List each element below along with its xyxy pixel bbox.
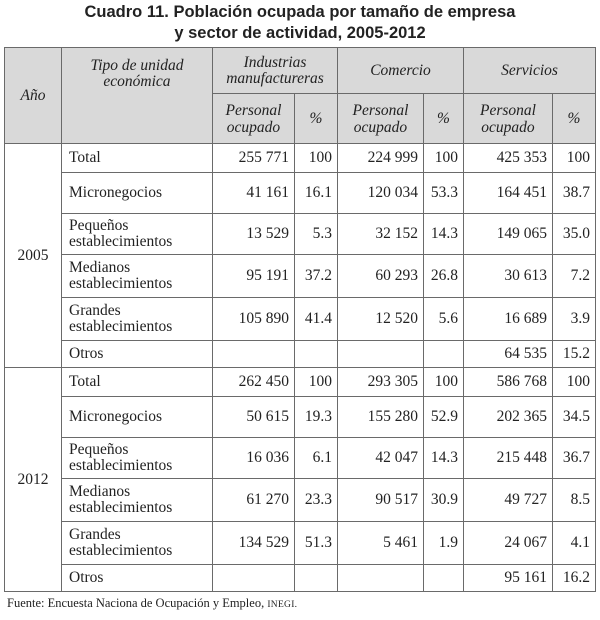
value-cell-ser-pct: 3.9 (553, 298, 596, 341)
value-cell-ser-pct: 7.2 (553, 255, 596, 298)
header-servicios: Servicios (464, 48, 596, 94)
value-cell-com-pct: 30.9 (424, 479, 464, 522)
value-cell-ind-p: 105 890 (213, 298, 295, 341)
value-cell-ser-pct: 8.5 (553, 479, 596, 522)
value-cell-com-pct (424, 565, 464, 592)
table-row (5, 341, 596, 368)
value-cell-com-p: 224 999 (338, 144, 424, 173)
value-cell-ind-pct: 51.3 (295, 522, 338, 565)
value-cell-ser-p: 164 451 (464, 173, 553, 214)
value-cell-ser-pct: 100 (553, 144, 596, 173)
value-cell-com-pct: 53.3 (424, 173, 464, 214)
value-cell-com-pct: 14.3 (424, 214, 464, 255)
table-row (5, 565, 596, 592)
value-cell-ind-pct: 6.1 (295, 438, 338, 479)
source-org: INEGI. (267, 600, 298, 610)
header-ser-personal: Personal ocupado (464, 94, 553, 144)
value-cell-com-p (338, 565, 424, 592)
value-cell-com-p: 293 305 (338, 368, 424, 397)
title-line-2: y sector de actividad, 2005-2012 (174, 24, 426, 42)
value-cell-com-p: 155 280 (338, 397, 424, 438)
value-cell-com-p: 120 034 (338, 173, 424, 214)
table-row (5, 298, 596, 341)
header-comercio: Comercio (338, 48, 464, 94)
value-cell-ind-p: 262 450 (213, 368, 295, 397)
value-cell-ind-pct: 100 (295, 144, 338, 173)
year-cell: 2005 (5, 144, 62, 368)
row-label: Otros (62, 341, 213, 368)
value-cell-ind-p: 50 615 (213, 397, 295, 438)
value-cell-ser-pct: 36.7 (553, 438, 596, 479)
value-cell-ser-p: 215 448 (464, 438, 553, 479)
value-cell-ser-p: 49 727 (464, 479, 553, 522)
value-cell-ind-p: 255 771 (213, 144, 295, 173)
table-row (5, 214, 596, 255)
header-industrias: Industrias manufactureras (213, 48, 338, 94)
value-cell-ind-pct: 23.3 (295, 479, 338, 522)
header-year: Año (5, 48, 62, 144)
table-row (5, 368, 596, 397)
value-cell-ser-pct: 34.5 (553, 397, 596, 438)
value-cell-com-p: 60 293 (338, 255, 424, 298)
value-cell-com-pct: 52.9 (424, 397, 464, 438)
table-row (5, 255, 596, 298)
header-com-pct: % (424, 94, 464, 144)
row-label: Micronegocios (62, 173, 213, 214)
value-cell-ind-pct: 37.2 (295, 255, 338, 298)
value-cell-com-p: 12 520 (338, 298, 424, 341)
value-cell-com-p: 5 461 (338, 522, 424, 565)
table-row (5, 479, 596, 522)
value-cell-ser-p: 149 065 (464, 214, 553, 255)
value-cell-ser-p: 30 613 (464, 255, 553, 298)
table-body (5, 144, 596, 592)
value-cell-ser-p: 95 161 (464, 565, 553, 592)
value-cell-com-pct: 14.3 (424, 438, 464, 479)
row-label: Total (62, 144, 213, 173)
value-cell-ser-pct: 16.2 (553, 565, 596, 592)
value-cell-ser-pct: 4.1 (553, 522, 596, 565)
value-cell-ser-p: 586 768 (464, 368, 553, 397)
source-text: Fuente: Encuesta Naciona de Ocupación y Empleo, (7, 596, 265, 610)
value-cell-ind-p (213, 565, 295, 592)
value-cell-com-p (338, 341, 424, 368)
value-cell-ser-p: 425 353 (464, 144, 553, 173)
value-cell-com-p: 90 517 (338, 479, 424, 522)
value-cell-ind-pct: 100 (295, 368, 338, 397)
value-cell-ind-p: 61 270 (213, 479, 295, 522)
value-cell-com-p: 32 152 (338, 214, 424, 255)
value-cell-com-pct (424, 341, 464, 368)
row-label: Medianos establecimientos (62, 255, 213, 298)
table-title (0, 2, 600, 44)
table-row (5, 438, 596, 479)
year-cell: 2012 (5, 368, 62, 592)
value-cell-ser-pct: 15.2 (553, 341, 596, 368)
row-label: Grandes establecimientos (62, 298, 213, 341)
header-ser-pct: % (553, 94, 596, 144)
value-cell-ind-pct: 5.3 (295, 214, 338, 255)
value-cell-ser-p: 202 365 (464, 397, 553, 438)
value-cell-ser-p: 24 067 (464, 522, 553, 565)
table-row (5, 173, 596, 214)
title-line-1: Cuadro 11. Población ocupada por tamaño de empresa (84, 3, 516, 21)
footer-source (7, 596, 297, 611)
value-cell-com-pct: 100 (424, 144, 464, 173)
value-cell-ind-pct: 16.1 (295, 173, 338, 214)
data-table (4, 47, 596, 592)
value-cell-ind-pct (295, 565, 338, 592)
row-label: Pequeños establecimientos (62, 214, 213, 255)
value-cell-ind-pct: 19.3 (295, 397, 338, 438)
value-cell-ind-p: 134 529 (213, 522, 295, 565)
value-cell-ind-p: 41 161 (213, 173, 295, 214)
value-cell-ind-p (213, 341, 295, 368)
table-row (5, 397, 596, 438)
value-cell-com-pct: 26.8 (424, 255, 464, 298)
value-cell-ind-pct: 41.4 (295, 298, 338, 341)
value-cell-com-p: 42 047 (338, 438, 424, 479)
value-cell-ind-p: 95 191 (213, 255, 295, 298)
value-cell-ind-pct (295, 341, 338, 368)
row-label: Medianos establecimientos (62, 479, 213, 522)
header-ind-pct: % (295, 94, 338, 144)
header-ind-personal: Personal ocupado (213, 94, 295, 144)
row-label: Otros (62, 565, 213, 592)
row-label: Total (62, 368, 213, 397)
value-cell-ser-p: 16 689 (464, 298, 553, 341)
row-label: Grandes establecimientos (62, 522, 213, 565)
value-cell-ser-pct: 100 (553, 368, 596, 397)
value-cell-ind-p: 13 529 (213, 214, 295, 255)
value-cell-com-pct: 100 (424, 368, 464, 397)
row-label: Pequeños establecimientos (62, 438, 213, 479)
value-cell-ser-pct: 38.7 (553, 173, 596, 214)
header-unit-type: Tipo de unidad económica (62, 48, 213, 144)
value-cell-ser-pct: 35.0 (553, 214, 596, 255)
value-cell-com-pct: 5.6 (424, 298, 464, 341)
value-cell-com-pct: 1.9 (424, 522, 464, 565)
table-row (5, 522, 596, 565)
value-cell-ind-p: 16 036 (213, 438, 295, 479)
row-label: Micronegocios (62, 397, 213, 438)
table-row (5, 144, 596, 173)
value-cell-ser-p: 64 535 (464, 341, 553, 368)
header-com-personal: Personal ocupado (338, 94, 424, 144)
